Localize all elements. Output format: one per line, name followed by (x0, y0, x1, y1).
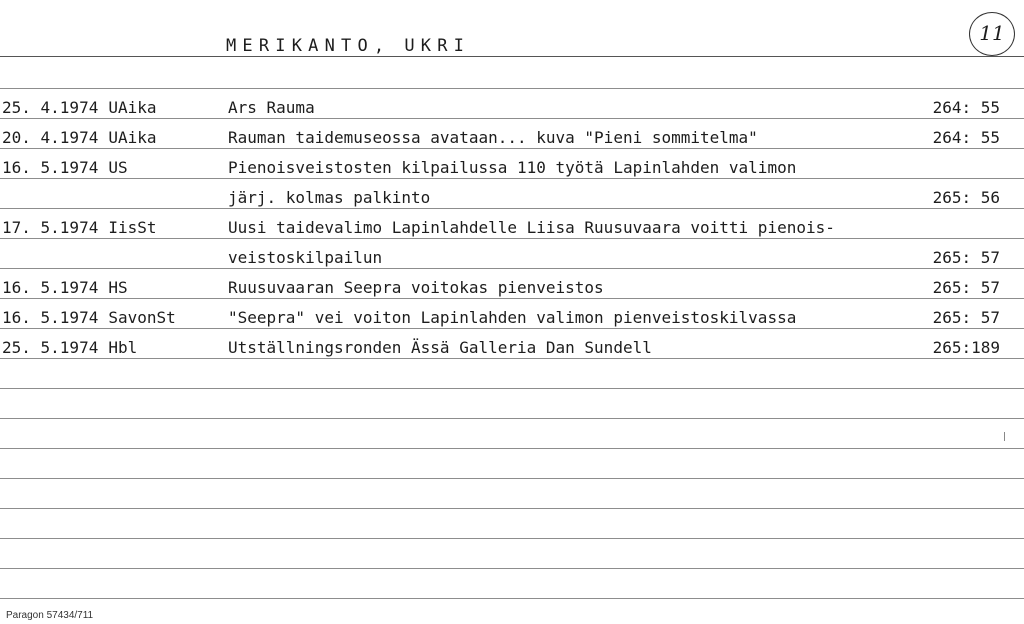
entry-title: Utställningsronden Ässä Galleria Dan Sundell (228, 338, 652, 357)
ruled-line (0, 418, 1024, 419)
entry-source: IisSt (108, 218, 157, 237)
ruled-line (0, 388, 1024, 389)
entry-date: 16. 5.1974 (2, 308, 99, 327)
entry-date: 25. 5.1974 (2, 338, 99, 357)
entry-source: US (108, 158, 128, 177)
entry-source: HS (108, 278, 128, 297)
ruled-line (0, 538, 1024, 539)
pencil-mark (1004, 432, 1005, 441)
entry-source: UAika (108, 98, 157, 117)
entry-title: Uusi taidevalimo Lapinlahdelle Liisa Ruusuvaara voitti pienois- (228, 218, 835, 237)
entry-date: 16. 5.1974 (2, 158, 99, 177)
entry-date: 16. 5.1974 (2, 278, 99, 297)
entry-reference: 265: 57 (932, 308, 1000, 327)
entry-reference: 265:189 (932, 338, 1000, 357)
ruled-line (0, 208, 1024, 209)
entry-date: 20. 4.1974 (2, 128, 99, 147)
entry-date-source (2, 307, 176, 329)
entry-reference: 264: 55 (932, 98, 1000, 117)
entry-date: 17. 5.1974 (2, 218, 99, 237)
entry-reference: 265: 57 (932, 278, 1000, 297)
entry-source: Hbl (108, 338, 138, 357)
entry-title: Ars Rauma (228, 98, 315, 117)
ruled-line (0, 56, 1024, 57)
entry-source: SavonSt (108, 308, 176, 327)
entry-reference: 264: 55 (932, 128, 1000, 147)
entry-date-source (2, 127, 157, 149)
entry-title: veistoskilpailun (228, 248, 383, 267)
entry-date-source (2, 157, 128, 179)
entry-date-source (2, 187, 12, 209)
entry-date: 25. 4.1974 (2, 98, 99, 117)
card-title (226, 36, 470, 56)
ruled-line (0, 508, 1024, 509)
entry-title: järj. kolmas palkinto (228, 188, 431, 207)
entry-date-source (2, 217, 157, 239)
ruled-line (0, 268, 1024, 269)
entry-reference: 265: 56 (932, 188, 1000, 207)
entry-reference: 265: 57 (932, 248, 1000, 267)
card-number-circled: 11 (969, 12, 1015, 56)
ruled-line (0, 478, 1024, 479)
ruled-line (0, 88, 1024, 89)
ruled-line (0, 448, 1024, 449)
entry-source: UAika (108, 128, 157, 147)
entry-title: Rauman taidemuseossa avataan... kuva "Pieni sommitelma" (228, 128, 758, 147)
entry-date-source (2, 247, 12, 269)
ruled-line (0, 568, 1024, 569)
printer-imprint: Paragon 57434/711 (6, 610, 94, 621)
entry-date-source (2, 97, 157, 119)
ruled-line (0, 598, 1024, 599)
entry-title: Ruusuvaaran Seepra voitokas pienveistos (228, 278, 604, 297)
entry-date-source (2, 277, 128, 299)
entry-title: Pienoisveistosten kilpailussa 110 työtä Lapinlahden valimon (228, 158, 797, 177)
surname: MERIKANTO, (226, 36, 391, 56)
entry-title: "Seepra" vei voiton Lapinlahden valimon pienveistoskilvassa (228, 308, 797, 327)
entry-date-source (2, 337, 137, 359)
given-name: UKRI (404, 36, 471, 56)
